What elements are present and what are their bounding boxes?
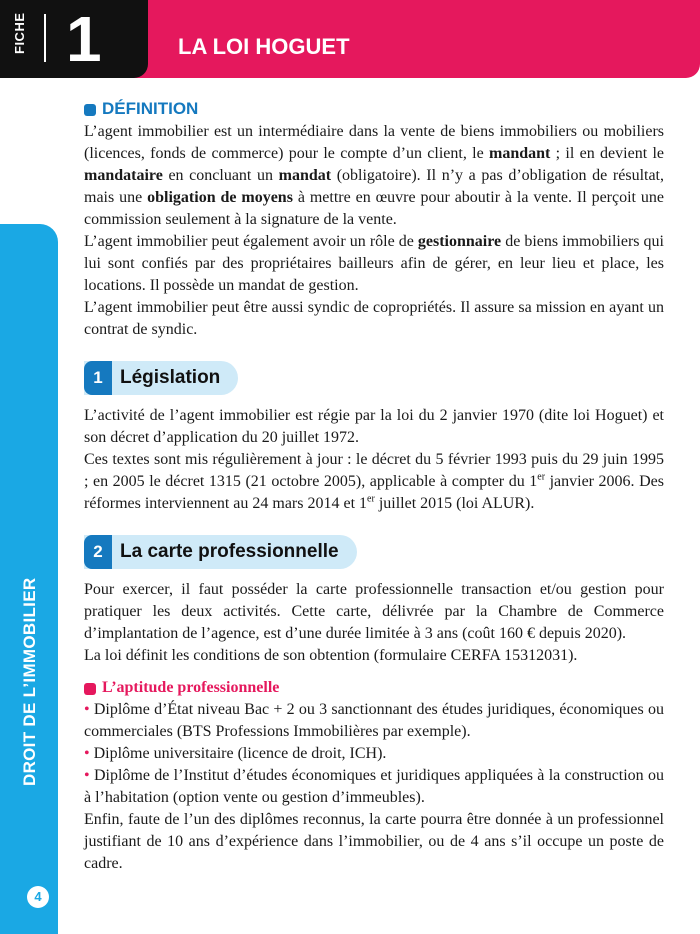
carte-paragraph-3: Enfin, faute de l’un des diplômes reconnus, la carte pourra être donnée à un professionnel justifiant de 10 ans d’expérience dans l’immobilier, ou de 4 ans s’il occupe un poste de cadre. — [84, 811, 664, 872]
section-number: 2 — [84, 535, 112, 569]
list-item: • Diplôme de l’Institut d’études économiques et juridiques appliquées à la construction ou à l’habitation (option vente ou gestion d’immeubles). — [84, 765, 664, 809]
section-number: 1 — [84, 361, 112, 395]
section-title: Législation — [120, 367, 221, 388]
legislation-paragraph-2: Ces textes sont mis régulièrement à jour : le décret du 5 février 1993 puis du 29 juin 1995 ; en 2005 le décret 1315 (21 octobre 2005), applicable à compter du 1er janvier 2006. Des réformes interviennent au 24 mars 2014 et 1er juillet 2015 (loi ALUR). — [84, 451, 664, 512]
aptitude-title: L’aptitude professionnelle — [102, 679, 280, 696]
sidebar-label: DROIT DE L’IMMOBILIER — [20, 577, 39, 786]
main-content — [84, 98, 664, 875]
section-heading-legislation — [84, 361, 238, 395]
list-item: • Diplôme d’État niveau Bac + 2 ou 3 sanctionnant des études juridiques, économiques ou commerciales (BTS Professions Immobilières par exemple). — [84, 699, 664, 743]
definition-title: DÉFINITION — [102, 99, 199, 118]
page-number: 4 — [27, 886, 49, 908]
fiche-badge — [0, 0, 148, 78]
section-title: La carte professionnelle — [120, 541, 339, 562]
square-bullet-icon — [84, 104, 96, 116]
definition-heading — [84, 98, 664, 120]
page-title: LA LOI HOGUET — [178, 34, 350, 59]
carte-paragraph-1: Pour exercer, il faut posséder la carte professionnelle transaction et/ou gestion pour pratiquer les deux activités. Cette carte, délivrée par la Chambre de Commerce d’implantation de l’agence, est d’une durée limitée à 3 ans (coût 160 € depuis 2020). — [84, 581, 664, 642]
legislation-paragraph-1: L’activité de l’agent immobilier est régie par la loi du 2 janvier 1970 (dite loi Hoguet) et son décret d’application du 20 juillet 1972. — [84, 407, 664, 446]
definition-paragraph-3: L’agent immobilier peut être aussi syndic de copropriétés. Il assure sa mission en ayant un contrat de syndic. — [84, 299, 664, 338]
definition-paragraph-2: L’agent immobilier peut également avoir un rôle de gestionnaire de biens immobiliers qui lui sont confiés par des propriétaires bailleurs afin de gérer, en leur lieu et place, les locations. Il possède un mandat de gestion. — [84, 233, 664, 294]
aptitude-heading — [84, 677, 664, 699]
carte-paragraph-2: La loi définit les conditions de son obtention (formulaire CERFA 15312031). — [84, 647, 578, 664]
header-title-bar — [130, 0, 700, 78]
definition-paragraph-1: L’agent immobilier est un intermédiaire dans la vente de biens immobiliers ou mobiliers (licences, fonds de commerce) pour le compte d’un client, le mandant ; il en devient le mandataire en concluant un mandat (obligatoire). Il n’y a pas d’obligation de résultat, mais une obligation de moyens à mettre en œuvre pour aboutir à la vente. Il perçoit une commission seulement à la signature de la vente. — [84, 123, 665, 228]
section-heading-carte — [84, 535, 357, 569]
fiche-divider — [44, 14, 46, 62]
fiche-number: 1 — [66, 3, 102, 75]
fiche-label: FICHE — [12, 12, 27, 54]
list-item: • Diplôme universitaire (licence de droit, ICH). — [84, 743, 664, 765]
square-bullet-icon — [84, 683, 96, 695]
sidebar-tab — [0, 224, 58, 934]
